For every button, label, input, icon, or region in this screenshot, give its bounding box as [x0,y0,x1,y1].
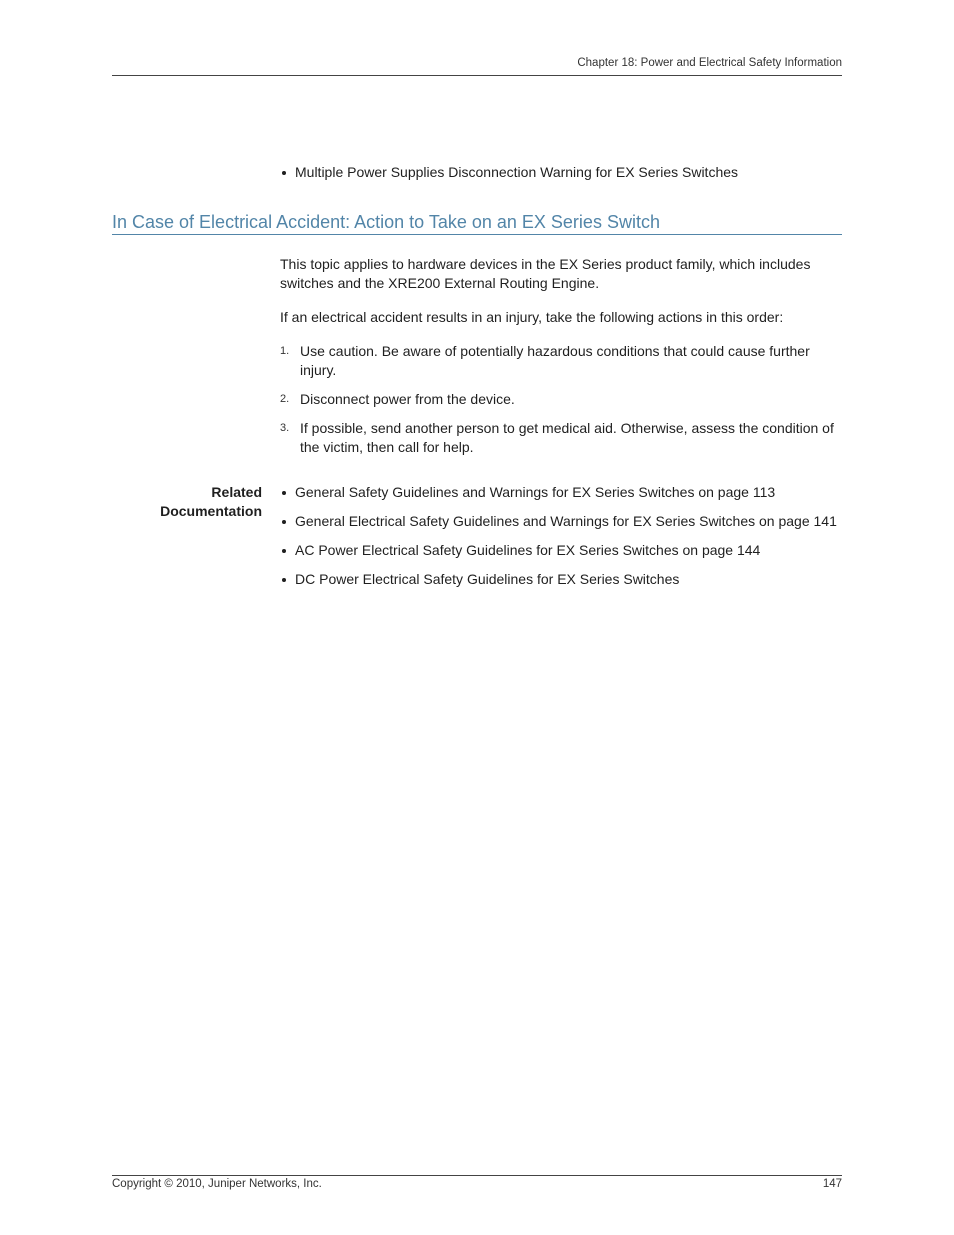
step-text: Use caution. Be aware of potentially hazardous conditions that could cause further injury. [300,343,810,378]
page-number: 147 [822,1178,842,1190]
step-item [280,390,842,409]
footer-copyright: Copyright © 2010, Juniper Networks, Inc. [112,1178,322,1190]
related-link[interactable]: DC Power Electrical Safety Guidelines for EX Series Switches [280,570,850,589]
step-item [280,342,842,380]
step-text: Disconnect power from the device. [300,391,515,407]
related-link[interactable]: General Electrical Safety Guidelines and Warnings for EX Series Switches on page 141 [280,512,850,531]
related-documentation-list [280,483,850,599]
related-documentation-label [112,483,262,521]
action-steps [280,342,842,457]
heading-rule [112,234,842,235]
step-number: 1. [280,345,290,357]
header-rule [112,75,842,76]
related-label-line: Documentation [160,503,262,519]
step-item [280,419,842,457]
related-link[interactable]: General Safety Guidelines and Warnings for EX Series Switches on page 113 [280,483,850,502]
section-heading: In Case of Electrical Accident: Action to Take on an EX Series Switch [112,212,660,232]
step-number: 3. [280,422,290,434]
footer-rule [112,1175,842,1176]
intro-paragraph: This topic applies to hardware devices in the EX Series product family, which includes switches and the XRE200 External Routing Engine. [280,256,811,291]
running-header: Chapter 18: Power and Electrical Safety Information [577,57,842,69]
lead-paragraph: If an electrical accident results in an injury, take the following actions in this order: [280,309,784,325]
step-text: If possible, send another person to get medical aid. Otherwise, assess the condition of the victim, then call for help. [300,420,834,455]
related-link[interactable]: AC Power Electrical Safety Guidelines for EX Series Switches on page 144 [280,541,850,560]
step-number: 2. [280,393,290,405]
related-label-line: Related [211,484,262,500]
list-item: Multiple Power Supplies Disconnection Warning for EX Series Switches [280,163,842,182]
continued-bullet-list [280,163,842,182]
section-body [280,255,842,467]
